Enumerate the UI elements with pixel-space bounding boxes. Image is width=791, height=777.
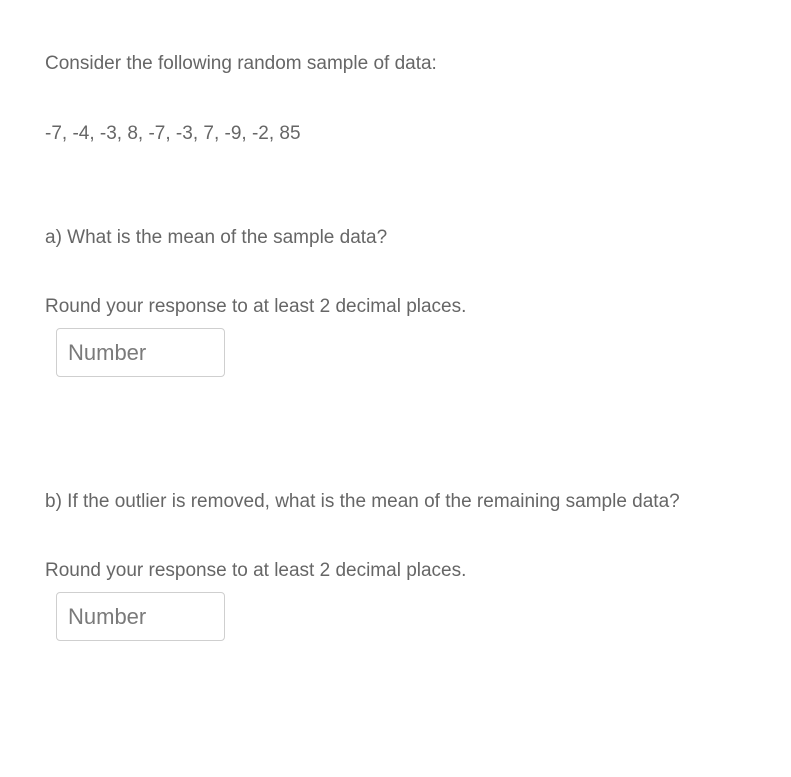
answer-a-input[interactable]: [56, 328, 225, 377]
rounding-instruction-a: Round your response to at least 2 decimal places.: [45, 296, 467, 317]
answer-b-input[interactable]: [56, 592, 225, 641]
question-a: a) What is the mean of the sample data?: [45, 227, 388, 248]
problem-intro: Consider the following random sample of data:: [45, 53, 437, 74]
rounding-instruction-b: Round your response to at least 2 decimal places.: [45, 560, 467, 581]
sample-data-values: -7, -4, -3, 8, -7, -3, 7, -9, -2, 85: [45, 123, 301, 144]
question-b: b) If the outlier is removed, what is the mean of the remaining sample data?: [45, 491, 680, 512]
